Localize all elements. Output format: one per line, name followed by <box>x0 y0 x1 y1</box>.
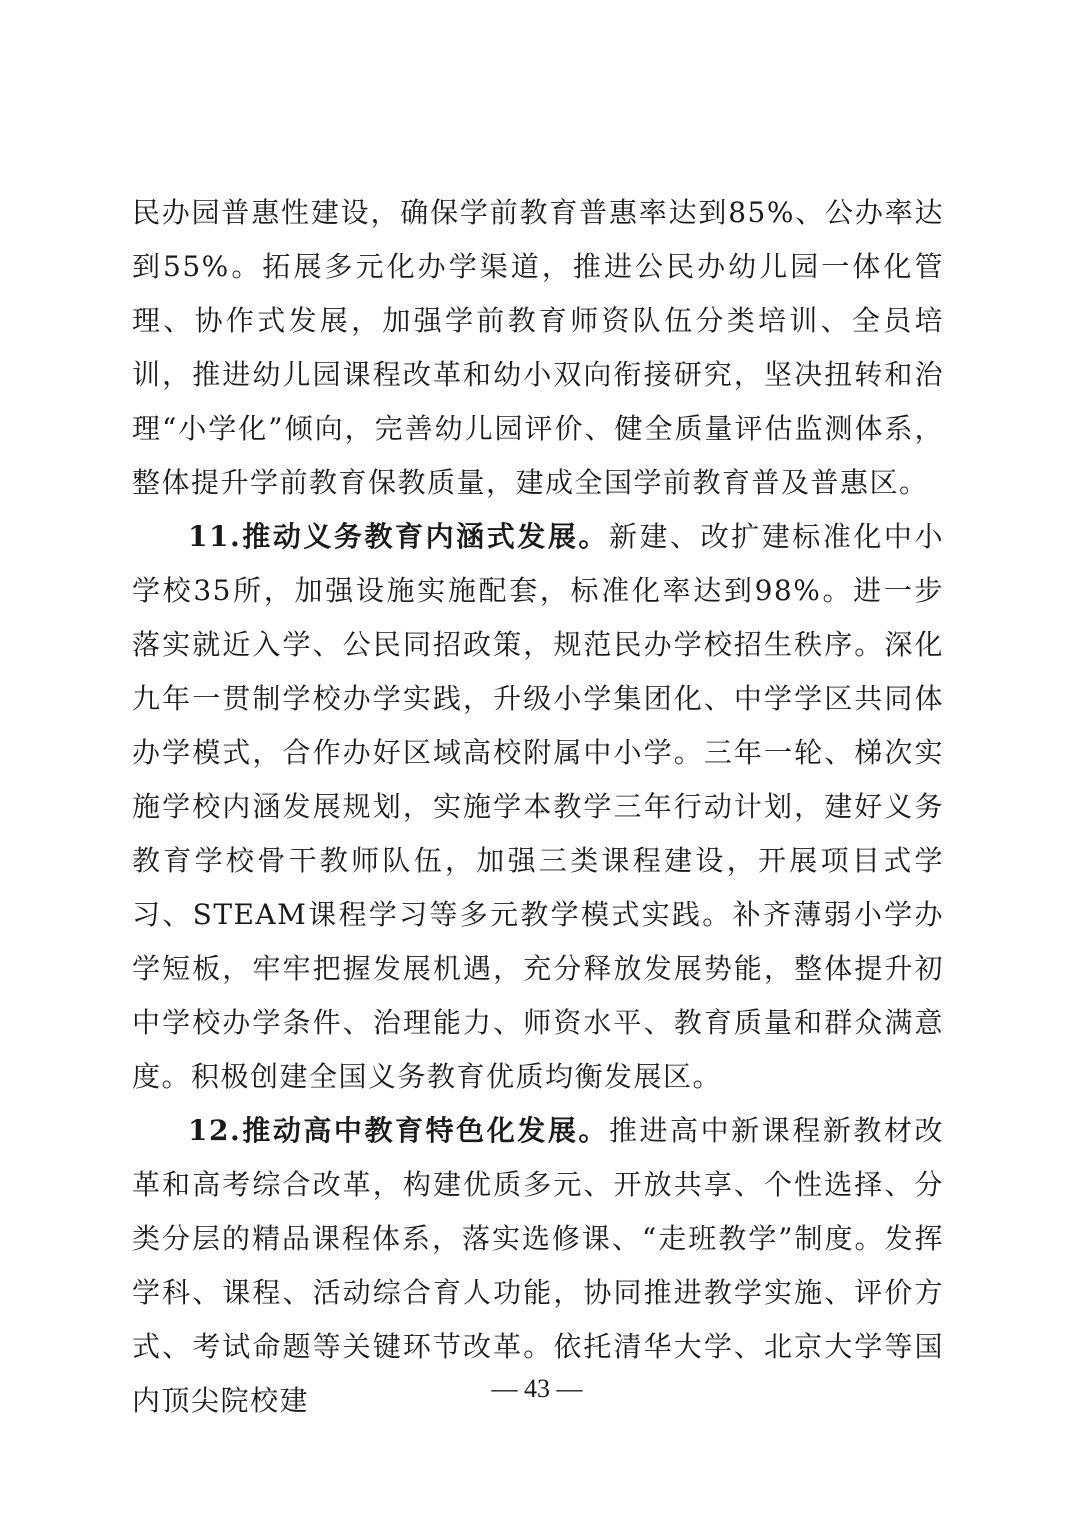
page-number: — 43 — <box>491 1374 583 1403</box>
section-heading-11: 11.推动义务教育内涵式发展。 <box>188 520 609 553</box>
document-body <box>132 186 944 1428</box>
paragraph-text: 新建、改扩建标准化中小学校35所，加强设施实施配套，标准化率达到98%。进一步落实就近入学、公民同招政策，规范民办学校招生秩序。深化九年一贯制学校办学实践，升级小学集团化、中学学区共同体办学模式，合作办好区域高校附属中小学。三年一轮、梯次实施学校内涵发展规划，实施学本教学三年行动计划，建好义务教育学校骨干教师队伍，加强三类课程建设，开展项目式学习、STEAM课程学习等多元教学模式实践。补齐薄弱小学办学短板，牢牢把握发展机遇，充分释放发展势能，整体提升初中学校办学条件、治理能力、师资水平、教育质量和群众满意度。积极创建全国义务教育优质均衡发展区。 <box>132 520 944 1093</box>
paragraph-compulsory-education <box>132 510 944 1104</box>
paragraph-text: 民办园普惠性建设，确保学前教育普惠率达到85%、公办率达到55%。拓展多元化办学渠道，推进公民办幼儿园一体化管理、协作式发展，加强学前教育师资队伍分类培训、全员培训，推进幼儿园课程改革和幼小双向衔接研究，坚决扭转和治理“小学化”倾向，完善幼儿园评价、健全质量评估监测体系，整体提升学前教育保教质量，建成全国学前教育普及普惠区。 <box>132 196 944 499</box>
section-heading-12: 12.推动高中教育特色化发展。 <box>188 1114 609 1147</box>
paragraph-text: 推进高中新课程新教材改革和高考综合改革，构建优质多元、开放共享、个性选择、分类分层的精品课程体系，落实选修课、“走班教学”制度。发挥学科、课程、活动综合育人功能，协同推进教学实施、评价方式、考试命题等关键环节改革。依托清华大学、北京大学等国内顶尖院校建 <box>132 1114 944 1417</box>
paragraph-preschool-continued <box>132 186 944 510</box>
